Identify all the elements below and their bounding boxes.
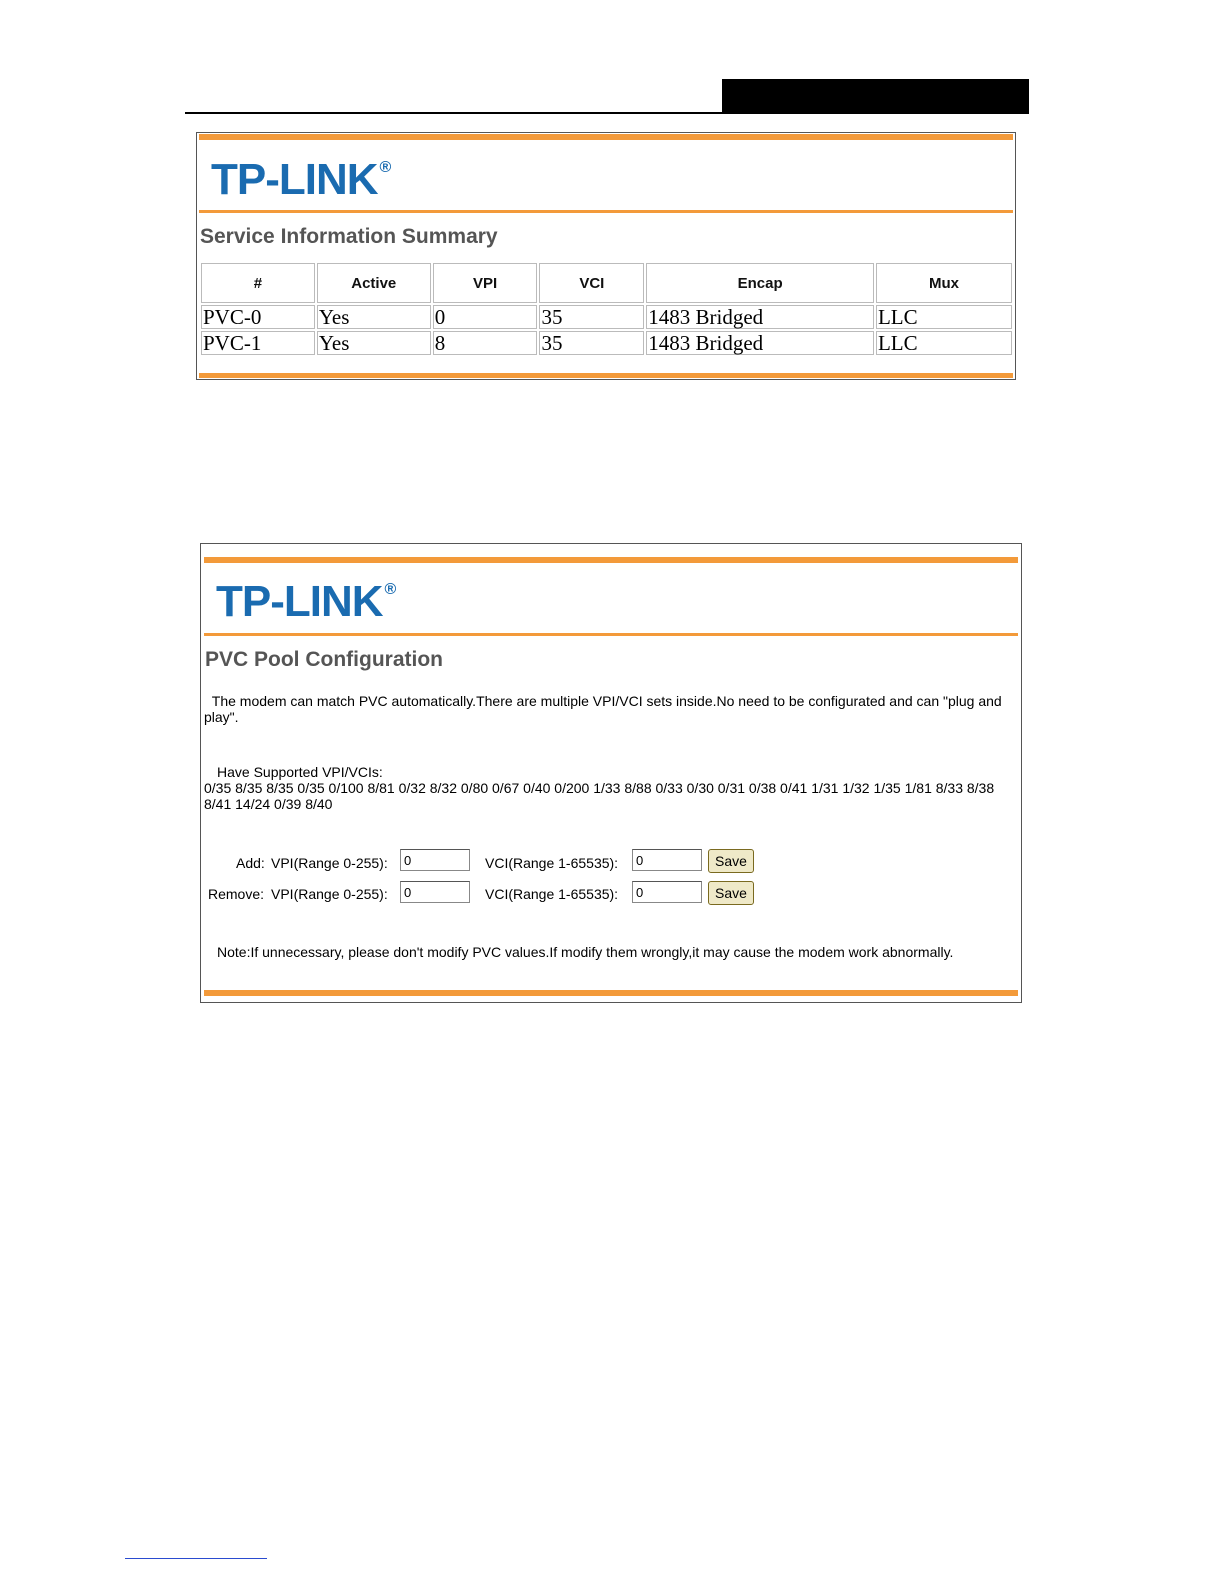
- service-summary-panel: [196, 132, 1016, 380]
- table-cell: 35: [539, 331, 644, 355]
- pvc-pool-panel: [200, 543, 1022, 1003]
- add-label: Add:: [236, 855, 265, 871]
- table-cell: PVC-0: [201, 305, 315, 329]
- supported-label: Have Supported VPI/VCIs:: [217, 764, 383, 780]
- service-table: [199, 261, 1014, 357]
- remove-vpi-label: VPI(Range 0-255):: [271, 886, 388, 902]
- column-header: Mux: [876, 263, 1012, 303]
- add-vpi-label: VPI(Range 0-255):: [271, 855, 388, 871]
- table-cell: PVC-1: [201, 331, 315, 355]
- remove-vci-label: VCI(Range 1-65535):: [485, 886, 619, 902]
- page-title: Service Information Summary: [200, 225, 498, 248]
- add-vci-input[interactable]: [632, 849, 702, 871]
- header-black-box: [722, 79, 1029, 113]
- table-cell: 8: [433, 331, 538, 355]
- logo-divider-bar: [199, 210, 1013, 213]
- note-text: Note:If unnecessary, please don't modify PVC values.If modify them wrongly,it may cause the modem work abnormally.: [217, 944, 954, 960]
- table-cell: LLC: [876, 331, 1012, 355]
- table-header-row: [201, 263, 1012, 303]
- column-header: VCI: [539, 263, 644, 303]
- intro-text: The modem can match PVC automatically.There are multiple VPI/VCI sets inside.No need to be configurated and can "plug and play".: [204, 693, 1006, 725]
- table-cell: LLC: [876, 305, 1012, 329]
- table-row: [201, 305, 1012, 329]
- bottom-orange-bar: [199, 373, 1013, 378]
- table-row: [201, 331, 1012, 355]
- table-cell: 0: [433, 305, 538, 329]
- add-vci-label: VCI(Range 1-65535):: [485, 855, 619, 871]
- supported-vpi-vci-list: 0/35 8/35 8/35 0/35 0/100 8/81 0/32 8/32 0/80 0/67 0/40 0/200 1/33 8/88 0/33 0/30 0/31 0/38 0/41 1/31 1/32 1/35 1/81 8/33 8/38 8/41 14/24 0/39 8/40: [204, 780, 995, 812]
- tplink-logo: TP-LINK ®: [211, 155, 391, 204]
- add-save-button[interactable]: Save: [708, 849, 754, 873]
- table-cell: Yes: [317, 331, 431, 355]
- table-cell: 1483 Bridged: [646, 331, 874, 355]
- remove-label: Remove:: [208, 886, 265, 902]
- table-cell: Yes: [317, 305, 431, 329]
- top-orange-bar: [199, 134, 1013, 140]
- column-header: Encap: [646, 263, 874, 303]
- logo-divider-bar: [204, 633, 1018, 636]
- table-cell: 35: [539, 305, 644, 329]
- column-header: #: [201, 263, 315, 303]
- column-header: Active: [317, 263, 431, 303]
- column-header: VPI: [433, 263, 538, 303]
- table-cell: 1483 Bridged: [646, 305, 874, 329]
- remove-vci-input[interactable]: [632, 881, 702, 903]
- bottom-orange-bar: [204, 990, 1018, 996]
- page-title: PVC Pool Configuration: [205, 648, 443, 671]
- remove-vpi-input[interactable]: [400, 881, 470, 903]
- header-rule: [185, 112, 1029, 114]
- tplink-logo: TP-LINK ®: [216, 577, 396, 626]
- top-orange-bar: [204, 557, 1018, 563]
- footer-link-underline: [125, 1558, 267, 1559]
- remove-save-button[interactable]: Save: [708, 881, 754, 905]
- add-vpi-input[interactable]: [400, 849, 470, 871]
